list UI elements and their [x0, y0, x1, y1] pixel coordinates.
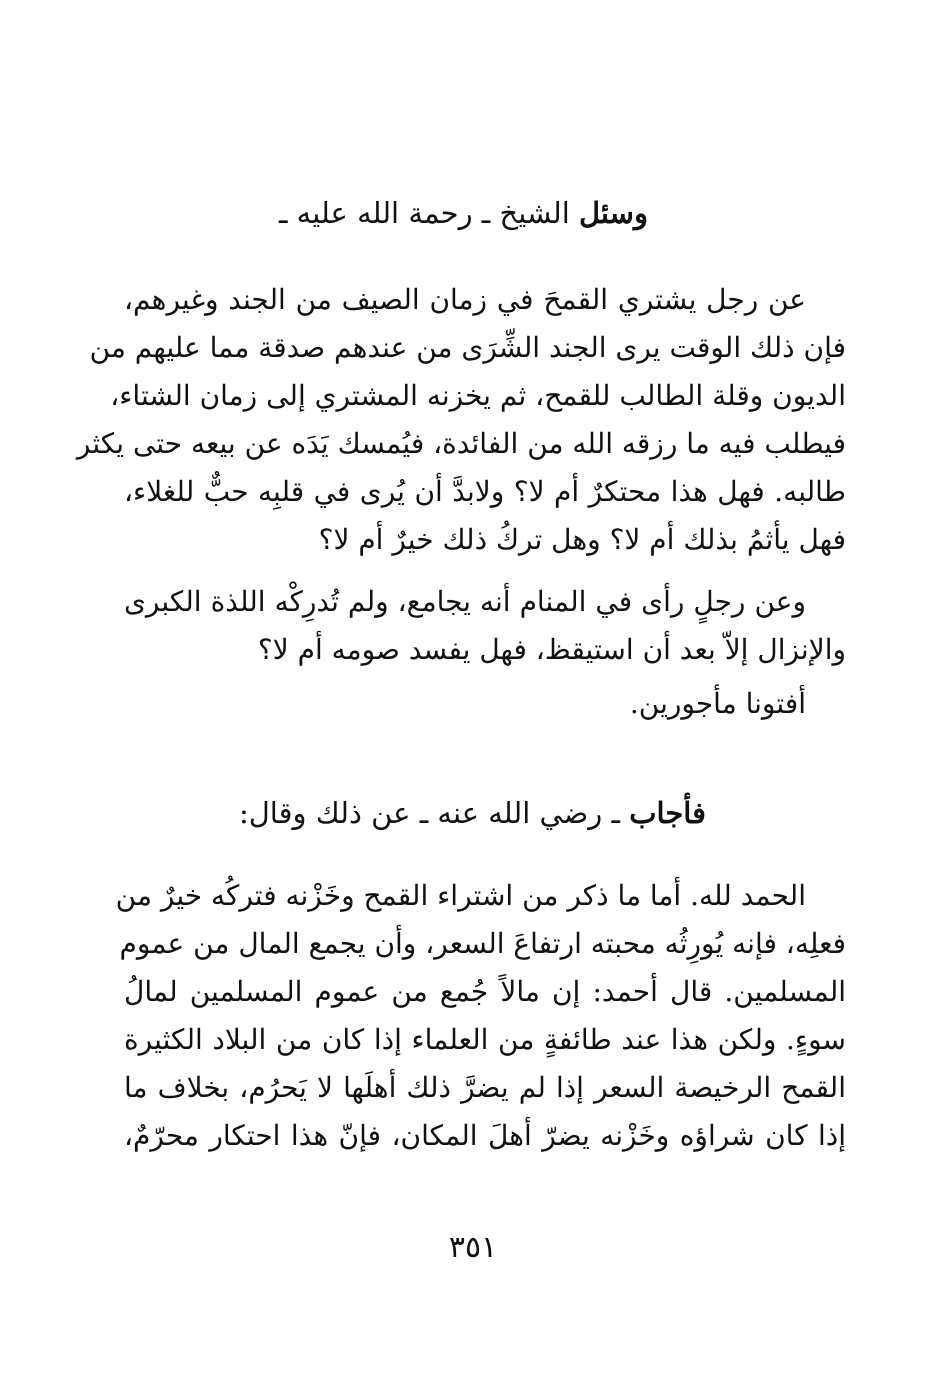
text-line: فعلِه، فإنه يُورِثُه محبته ارتفاعَ السعر، وأن يجمع المال من عموم [119, 927, 846, 960]
question-heading [279, 196, 648, 230]
text-line: فإن ذلك الوقت يرى الجند الشِّرَى من عندهم صدقة مما عليهم من [89, 331, 846, 364]
answer-heading [239, 796, 706, 830]
text-line: أفتونا مأجورين. [629, 687, 806, 720]
question-heading-lead: وسئل [578, 196, 648, 230]
text-line: والإنزال إلاّ بعد أن استيقظ، فهل يفسد صومه أم لا؟ [257, 633, 846, 666]
text-line: فيطلب فيه ما رزقه الله من الفائدة، فيُمسك يَدَه عن بيعه حتى يكثر [76, 427, 846, 460]
text-line: فهل يأثمُ بذلك أم لا؟ وهل تركُ ذلك خيرٌ أم لا؟ [318, 523, 846, 556]
question-paragraph-1 [76, 276, 846, 564]
text-line: طالبه. فهل هذا محتكرٌ أم لا؟ ولابدَّ أن يُرى في قلبِه حبٌّ للغلاء، [124, 475, 846, 508]
text-line: الديون وقلة الطالب للقمح، ثم يخزنه المشتري إلى زمان الشتاء، [110, 379, 846, 412]
question-paragraph-2 [124, 578, 846, 674]
answer-heading-rest: ـ رضي الله عنه ـ عن ذلك وقال: [238, 796, 630, 830]
text-line: وعن رجلٍ رأى في المنام أنه يجامع، ولم تُدرِكْه اللذة الكبرى [124, 585, 806, 618]
page-number: ٣٥١ [448, 1230, 498, 1265]
text-line: المسلمين. قال أحمد: إن مالاً جُمع من عموم المسلمين لمالُ [124, 975, 846, 1008]
question-heading-rest: الشيخ ـ رحمة الله عليه ـ [278, 196, 579, 230]
text-line: الحمد لله. أما ما ذكر من اشتراء القمح وخَزْنه فتركُه خيرٌ من [115, 879, 806, 912]
text-line: إذا كان شراؤه وخَزْنه يضرّ أهلَ المكان، فإنّ هذا احتكار محرّمٌ، [124, 1119, 846, 1152]
text-line: عن رجل يشتري القمحَ في زمان الصيف من الجند وغيرهم، [124, 283, 806, 316]
answer-heading-lead: فأجاب [629, 796, 706, 830]
question-closing [124, 680, 846, 728]
text-line: القمح الرخيصة السعر إذا لم يضرَّ ذلك أهلَها لا يَحرُم، بخلاف ما [124, 1071, 846, 1104]
text-line: سوءٍ. ولكن هذا عند طائفةٍ من العلماء إذا كان من البلاد الكثيرة [124, 1023, 846, 1056]
answer-paragraph [115, 872, 846, 1160]
